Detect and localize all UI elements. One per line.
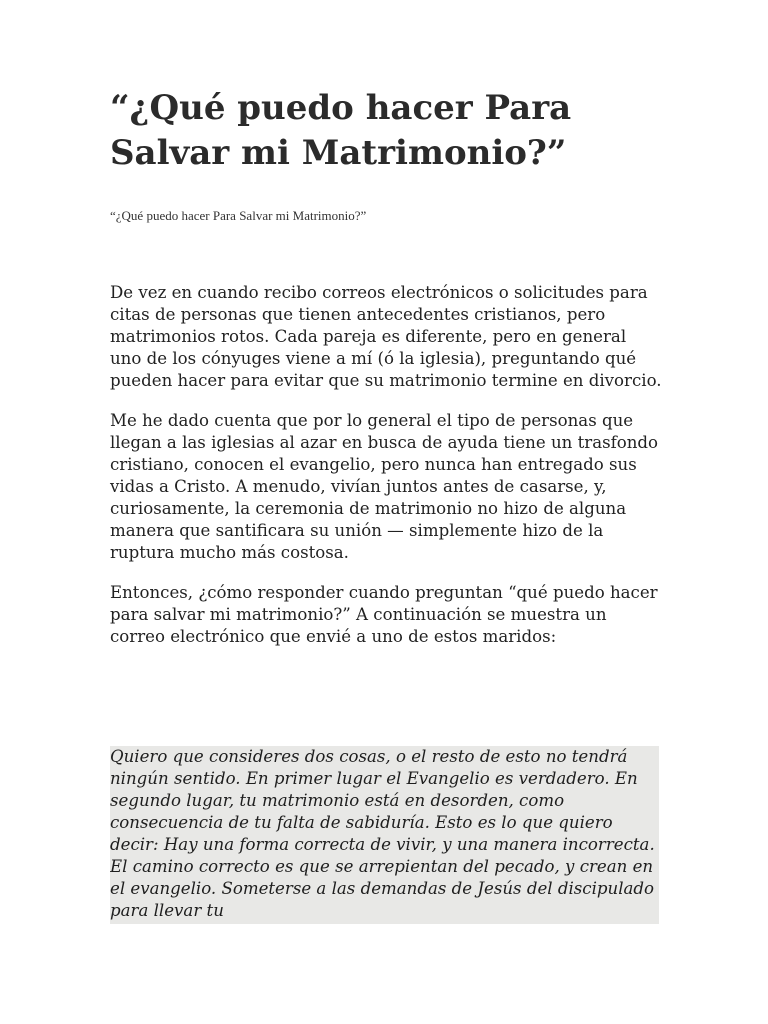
document-subtitle: “¿Qué puedo hacer Para Salvar mi Matrimonio?”: [110, 208, 367, 223]
paragraph-1: De vez en cuando recibo correos electrónicos o solicitudes para citas de personas que tienen antecedentes cristianos, pero matrimonios rotos. Cada pareja es diferente, pero en general uno de los cónyuges viene a mí (ó la iglesia), preguntando qué pueden hacer para evitar que su matrimonio termine en divorcio.: [110, 283, 662, 390]
paragraph-2: Me he dado cuenta que por lo general el tipo de personas que llegan a las iglesias al azar en busca de ayuda tiene un trasfondo cristiano, conocen el evangelio, pero nunca han entregado sus vidas a Cristo. A menudo, vivían juntos antes de casarse, y, curiosamente, la ceremonia de matrimonio no hizo de alguna manera que santificara su unión — simplemente hizo de la ruptura mucho más costosa.: [110, 411, 659, 562]
paragraph-3: Entonces, ¿cómo responder cuando preguntan “qué puedo hacer para salvar mi matrimonio?” A continuación se muestra un correo electrónico que envié a uno de estos maridos:: [110, 583, 658, 646]
email-quote-block: Quiero que consideres dos cosas, o el resto de esto no tendrá ningún sentido. En primer lugar el Evangelio es verdadero. En segundo lugar, tu matrimonio está en desorden, como consecuencia de tu falta de sabiduría. Esto es lo que quiero decir: Hay una forma correcta de vivir, y una manera incorrecta. El camino correcto es que se arrepientan del pecado, y crean en el evangelio. Someterse a las demandas de Jesús del discipulado para llevar tu: [110, 746, 659, 924]
document-body: [110, 282, 662, 666]
document-title: “¿Qué puedo hacer Para Salvar mi Matrimonio?”: [110, 88, 572, 173]
